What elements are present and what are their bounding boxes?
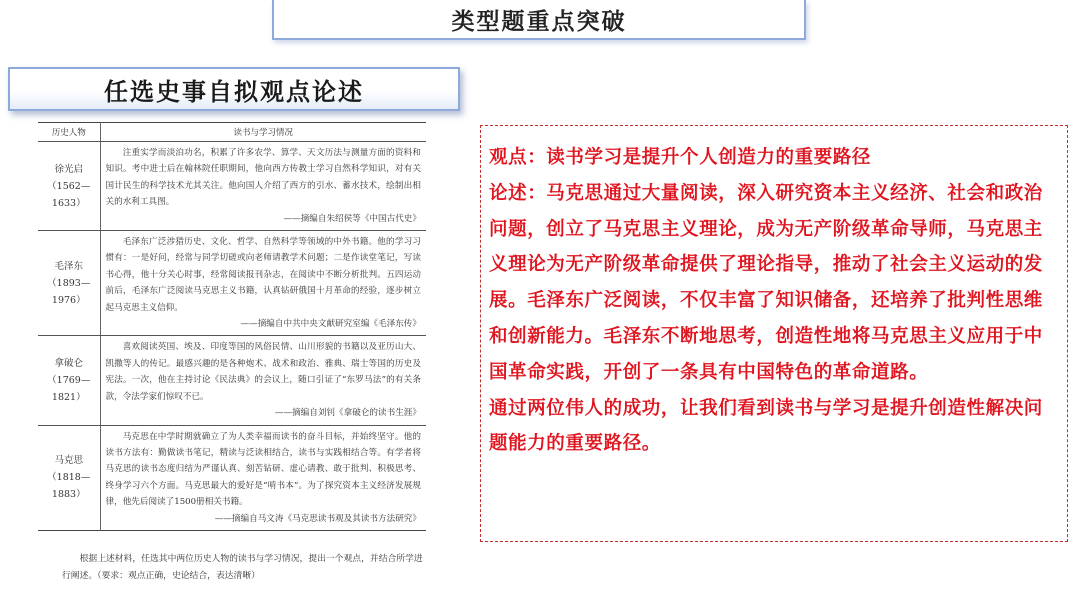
- reading-cell: [100, 425, 426, 530]
- reading-cell: [100, 231, 426, 336]
- reading-description: 马克思在中学时期就确立了为人类幸福而读书的奋斗目标，并始终坚守。他的读书方法有：勤做读书笔记，精读与泛读相结合，读书与实践相结合等。有学者将马克思的读书态度归结为严谨认真、刻苦钻研、虚心请教、敢于批判、积极思考、终身学习六个方面。马克思最大的爱好是“啃书本”。为了探究资本主义经济发展规律，他先后阅读了1500册相关书籍。: [105, 431, 421, 508]
- person-years: （1893—1976）: [47, 277, 91, 306]
- person-years: （1818—1883）: [47, 472, 91, 501]
- person-years: （1562—1633）: [47, 180, 91, 209]
- person-cell: [38, 142, 100, 231]
- person-name: 毛泽东: [54, 260, 83, 272]
- reading-description: 喜欢阅读英国、埃及、印度等国的风俗民情、山川形貌的书籍以及亚历山大、凯撒等人的传记。最感兴趣的是各种炮术、战术和政治、雅典、瑞士等国的历史及宪法。一次，他在主持讨论《民法典》的会议上，随口引证了“东罗马法”的有关条款，令法学家们惊叹不已。: [105, 342, 421, 402]
- reading-source: ——摘编自马文涛《马克思读书观及其读书方法研究》: [214, 513, 421, 524]
- reading-cell: [100, 336, 426, 425]
- slide-title: 类型题重点突破: [272, 0, 806, 40]
- answer-conclusion: 通过两位伟人的成功，让我们看到读书与学习是提升创造性解决问题能力的重要路径。: [489, 397, 1043, 455]
- reading-description: 毛泽东广泛涉猎历史、文化、哲学、自然科学等领域的中外书籍。他的学习习惯有：一是好问，经常与同学切磋或向老师请教学术问题；二是作读堂笔记，写读书心得，他十分关心时事，经常阅读报刊杂志，在阅读中不断分析批判。五四运动前后，毛泽东广泛阅读马克思主义书籍，认真钻研俄国十月革命的经验，逐步树立起马克思主义信仰。: [105, 237, 421, 313]
- question-prompt: 根据上述材料，任选其中两位历史人物的读书与学习情况，提出一个观点，并结合所学进行阐述。（要求：观点正确，史论结合，表达清晰）: [62, 554, 423, 581]
- answer-argument: 论述：马克思通过大量阅读，深入研究资本主义经济、社会和政治问题，创立了马克思主义理论，成为无产阶级革命导师，马克思主义理论为无产阶级革命提供了理论指导，推动了社会主义运动的发展。毛泽东广泛阅读，不仅丰富了知识储备，还培养了批判性思维和创新能力。毛泽东不断地思考，创造性地将马克思主义应用于中国革命实践，开创了一条具有中国特色的革命道路。: [489, 182, 1043, 383]
- person-cell: [38, 336, 100, 425]
- column-header-figure: 历史人物: [38, 123, 100, 142]
- reading-source: ——摘编自朱绍侯等《中国古代史》: [283, 213, 421, 224]
- table-row: [38, 142, 426, 231]
- person-name: 马克思: [54, 455, 83, 467]
- reading-cell: [100, 142, 426, 231]
- person-cell: [38, 425, 100, 530]
- section-title: 任选史事自拟观点论述: [8, 67, 460, 111]
- column-header-reading: 读书与学习情况: [100, 123, 426, 142]
- table-header-row: [38, 123, 426, 142]
- history-table-figure: [38, 122, 426, 531]
- table-row: [38, 231, 426, 336]
- table-row: [38, 425, 426, 530]
- reading-source: ——摘编自中共中央文献研究室编《毛泽东传》: [240, 319, 421, 330]
- answer-viewpoint: 观点：读书学习是提升个人创造力的重要路径: [489, 147, 872, 168]
- person-name: 徐光启: [54, 163, 83, 175]
- answer-box: [480, 125, 1068, 542]
- person-name: 拿破仑: [54, 357, 83, 369]
- reading-description: 注重实学而淡泊功名，积累了许多农学、算学、天文历法与测量方面的资料和知识。考中进士后在翰林院任职期间，他向西方传教士学习自然科学知识，对有关国计民生的科学技术尤其关注。他向国人介绍了西方的引水、蓄水技术，绘制出相关的水利工具图。: [105, 148, 421, 208]
- history-table: [38, 122, 426, 531]
- person-years: （1769—1821）: [47, 374, 91, 403]
- reading-source: ——摘编自刘钊《拿破仑的读书生涯》: [274, 408, 421, 419]
- table-row: [38, 336, 426, 425]
- person-cell: [38, 231, 100, 336]
